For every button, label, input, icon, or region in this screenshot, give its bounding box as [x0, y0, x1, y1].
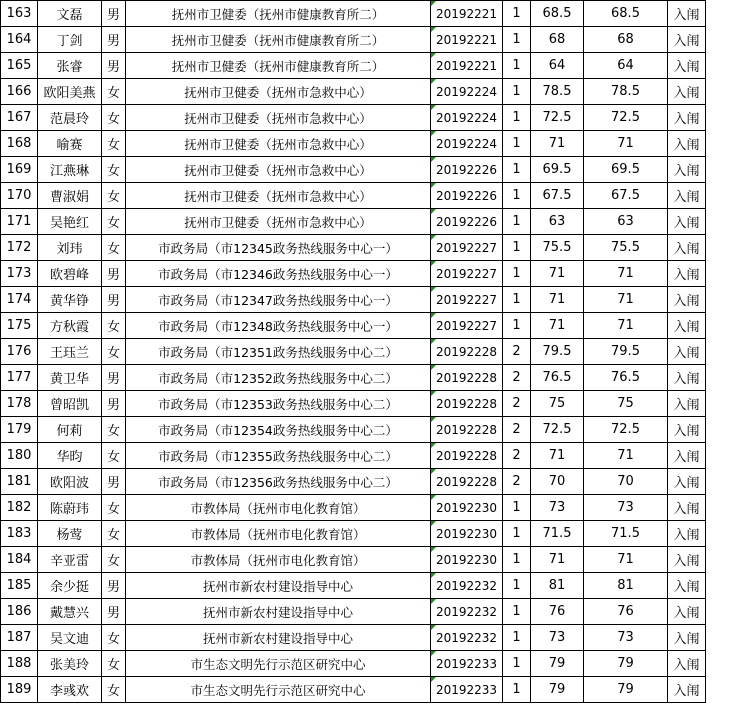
written-score-cell[interactable]: 79: [531, 677, 584, 703]
row-number-cell[interactable]: 180: [1, 443, 38, 469]
total-score-cell[interactable]: 79: [584, 677, 668, 703]
total-score-cell[interactable]: 69.5: [584, 157, 668, 183]
quota-cell[interactable]: 1: [503, 157, 531, 183]
position-code-cell[interactable]: 20192228: [431, 391, 503, 417]
position-code-cell[interactable]: 20192230: [431, 547, 503, 573]
table-row: [1, 261, 706, 287]
gender-cell[interactable]: 女: [102, 417, 126, 443]
total-score-cell[interactable]: 71.5: [584, 521, 668, 547]
quota-cell[interactable]: 1: [503, 261, 531, 287]
status-cell[interactable]: 入闱: [668, 53, 706, 79]
unit-cell[interactable]: 抚州市新农村建设指导中心: [126, 573, 431, 599]
position-code-cell[interactable]: 20192226: [431, 183, 503, 209]
table-row: [1, 105, 706, 131]
quota-cell[interactable]: 1: [503, 183, 531, 209]
unit-cell[interactable]: 抚州市卫健委（抚州市急救中心）: [126, 157, 431, 183]
status-cell[interactable]: 入闱: [668, 209, 706, 235]
position-code-cell[interactable]: 20192228: [431, 365, 503, 391]
position-code-cell[interactable]: 20192232: [431, 599, 503, 625]
name-cell[interactable]: 吴艳红: [38, 209, 102, 235]
position-code-cell[interactable]: 20192227: [431, 287, 503, 313]
status-cell[interactable]: 入闱: [668, 651, 706, 677]
gender-cell[interactable]: 男: [102, 1, 126, 27]
unit-cell[interactable]: 抚州市卫健委（抚州市急救中心）: [126, 183, 431, 209]
gender-cell[interactable]: 男: [102, 573, 126, 599]
total-score-cell[interactable]: 79.5: [584, 339, 668, 365]
row-number-cell[interactable]: 173: [1, 261, 38, 287]
position-code-cell[interactable]: 20192228: [431, 339, 503, 365]
row-number-cell[interactable]: 184: [1, 547, 38, 573]
written-score-cell[interactable]: 76: [531, 599, 584, 625]
unit-cell[interactable]: 市教体局（抚州市电化教育馆）: [126, 547, 431, 573]
name-cell[interactable]: 黄华铮: [38, 287, 102, 313]
status-cell[interactable]: 入闱: [668, 261, 706, 287]
unit-cell[interactable]: 抚州市卫健委（抚州市急救中心）: [126, 79, 431, 105]
unit-cell[interactable]: 市政务局（市12348政务热线服务中心一）: [126, 313, 431, 339]
quota-cell[interactable]: 1: [503, 677, 531, 703]
row-number-cell[interactable]: 174: [1, 287, 38, 313]
row-number-cell[interactable]: 169: [1, 157, 38, 183]
position-code-cell[interactable]: 20192224: [431, 131, 503, 157]
name-cell[interactable]: 杨莺: [38, 521, 102, 547]
table-row: [1, 677, 706, 703]
unit-cell[interactable]: 市政务局（市12345政务热线服务中心一）: [126, 235, 431, 261]
written-score-cell[interactable]: 72.5: [531, 417, 584, 443]
status-cell[interactable]: 入闱: [668, 1, 706, 27]
gender-cell[interactable]: 女: [102, 235, 126, 261]
row-number-cell[interactable]: 168: [1, 131, 38, 157]
written-score-cell[interactable]: 73: [531, 495, 584, 521]
gender-cell[interactable]: 女: [102, 105, 126, 131]
position-code-cell[interactable]: 20192221: [431, 1, 503, 27]
gender-cell[interactable]: 女: [102, 209, 126, 235]
status-cell[interactable]: 入闱: [668, 157, 706, 183]
name-cell[interactable]: 张美玲: [38, 651, 102, 677]
status-cell[interactable]: 入闱: [668, 443, 706, 469]
name-cell[interactable]: 刘玮: [38, 235, 102, 261]
unit-cell[interactable]: 市教体局（抚州市电化教育馆）: [126, 521, 431, 547]
unit-cell[interactable]: 市政务局（市12352政务热线服务中心二）: [126, 365, 431, 391]
written-score-cell[interactable]: 71: [531, 313, 584, 339]
unit-cell[interactable]: 抚州市卫健委（抚州市急救中心）: [126, 209, 431, 235]
unit-cell[interactable]: 市政务局（市12354政务热线服务中心二）: [126, 417, 431, 443]
unit-cell[interactable]: 市生态文明先行示范区研究中心: [126, 677, 431, 703]
table-row: [1, 521, 706, 547]
unit-cell[interactable]: 市政务局（市12353政务热线服务中心二）: [126, 391, 431, 417]
written-score-cell[interactable]: 76.5: [531, 365, 584, 391]
table-row: [1, 599, 706, 625]
unit-cell[interactable]: 抚州市卫健委（抚州市健康教育所二）: [126, 1, 431, 27]
row-number-cell[interactable]: 166: [1, 79, 38, 105]
name-cell[interactable]: 黄卫华: [38, 365, 102, 391]
gender-cell[interactable]: 男: [102, 261, 126, 287]
quota-cell[interactable]: 1: [503, 131, 531, 157]
row-number-cell[interactable]: 167: [1, 105, 38, 131]
gender-cell[interactable]: 女: [102, 313, 126, 339]
position-code-cell[interactable]: 20192233: [431, 651, 503, 677]
quota-cell[interactable]: 1: [503, 27, 531, 53]
name-cell[interactable]: 戴慧兴: [38, 599, 102, 625]
name-cell[interactable]: 范晨玲: [38, 105, 102, 131]
unit-cell[interactable]: 抚州市新农村建设指导中心: [126, 625, 431, 651]
written-score-cell[interactable]: 63: [531, 209, 584, 235]
total-score-cell[interactable]: 73: [584, 495, 668, 521]
row-number-cell[interactable]: 188: [1, 651, 38, 677]
row-number-cell[interactable]: 171: [1, 209, 38, 235]
status-cell[interactable]: 入闱: [668, 79, 706, 105]
status-cell[interactable]: 入闱: [668, 287, 706, 313]
gender-cell[interactable]: 女: [102, 157, 126, 183]
name-cell[interactable]: 丁剑: [38, 27, 102, 53]
table-row: [1, 79, 706, 105]
total-score-cell[interactable]: 71: [584, 131, 668, 157]
total-score-cell[interactable]: 71: [584, 287, 668, 313]
written-score-cell[interactable]: 67.5: [531, 183, 584, 209]
table-row: [1, 443, 706, 469]
row-number-cell[interactable]: 183: [1, 521, 38, 547]
unit-cell[interactable]: 市政务局（市12356政务热线服务中心二）: [126, 469, 431, 495]
written-score-cell[interactable]: 71: [531, 547, 584, 573]
written-score-cell[interactable]: 69.5: [531, 157, 584, 183]
name-cell[interactable]: 曾昭凯: [38, 391, 102, 417]
table-row: [1, 339, 706, 365]
quota-cell[interactable]: 2: [503, 417, 531, 443]
position-code-cell[interactable]: 20192226: [431, 209, 503, 235]
total-score-cell[interactable]: 71: [584, 547, 668, 573]
row-number-cell[interactable]: 179: [1, 417, 38, 443]
status-cell[interactable]: 入闱: [668, 521, 706, 547]
quota-cell[interactable]: 1: [503, 105, 531, 131]
written-score-cell[interactable]: 79.5: [531, 339, 584, 365]
table-row: [1, 469, 706, 495]
table-row: [1, 547, 706, 573]
status-cell[interactable]: 入闱: [668, 417, 706, 443]
position-code-cell[interactable]: 20192227: [431, 235, 503, 261]
unit-cell[interactable]: 市生态文明先行示范区研究中心: [126, 651, 431, 677]
quota-cell[interactable]: 1: [503, 313, 531, 339]
position-code-cell[interactable]: 20192221: [431, 53, 503, 79]
unit-cell[interactable]: 抚州市新农村建设指导中心: [126, 599, 431, 625]
name-cell[interactable]: 吴文迪: [38, 625, 102, 651]
table-row: [1, 391, 706, 417]
row-number-cell[interactable]: 172: [1, 235, 38, 261]
name-cell[interactable]: 欧碧峰: [38, 261, 102, 287]
total-score-cell[interactable]: 64: [584, 53, 668, 79]
position-code-cell[interactable]: 20192226: [431, 157, 503, 183]
gender-cell[interactable]: 女: [102, 79, 126, 105]
name-cell[interactable]: 王珏兰: [38, 339, 102, 365]
gender-cell[interactable]: 女: [102, 183, 126, 209]
status-cell[interactable]: 入闱: [668, 573, 706, 599]
table-row: [1, 625, 706, 651]
unit-cell[interactable]: 抚州市卫健委（抚州市健康教育所二）: [126, 27, 431, 53]
total-score-cell[interactable]: 73: [584, 625, 668, 651]
total-score-cell[interactable]: 68.5: [584, 1, 668, 27]
position-code-cell[interactable]: 20192230: [431, 521, 503, 547]
total-score-cell[interactable]: 75.5: [584, 235, 668, 261]
row-number-cell[interactable]: 170: [1, 183, 38, 209]
written-score-cell[interactable]: 71: [531, 443, 584, 469]
unit-cell[interactable]: 市政务局（市12355政务热线服务中心二）: [126, 443, 431, 469]
status-cell[interactable]: 入闱: [668, 547, 706, 573]
status-cell[interactable]: 入闱: [668, 339, 706, 365]
status-cell[interactable]: 入闱: [668, 625, 706, 651]
quota-cell[interactable]: 1: [503, 79, 531, 105]
quota-cell[interactable]: 1: [503, 287, 531, 313]
quota-cell[interactable]: 1: [503, 521, 531, 547]
gender-cell[interactable]: 女: [102, 521, 126, 547]
name-cell[interactable]: 方秋霞: [38, 313, 102, 339]
written-score-cell[interactable]: 70: [531, 469, 584, 495]
quota-cell[interactable]: 1: [503, 53, 531, 79]
row-number-cell[interactable]: 177: [1, 365, 38, 391]
gender-cell[interactable]: 女: [102, 547, 126, 573]
unit-cell[interactable]: 市教体局（抚州市电化教育馆）: [126, 495, 431, 521]
written-score-cell[interactable]: 64: [531, 53, 584, 79]
unit-cell[interactable]: 市政务局（市12346政务热线服务中心一）: [126, 261, 431, 287]
unit-cell[interactable]: 市政务局（市12347政务热线服务中心一）: [126, 287, 431, 313]
gender-cell[interactable]: 男: [102, 365, 126, 391]
gender-cell[interactable]: 女: [102, 677, 126, 703]
row-number-cell[interactable]: 181: [1, 469, 38, 495]
table-row: [1, 1, 706, 27]
position-code-cell[interactable]: 20192227: [431, 313, 503, 339]
position-code-cell[interactable]: 20192230: [431, 495, 503, 521]
written-score-cell[interactable]: 71: [531, 287, 584, 313]
name-cell[interactable]: 文磊: [38, 1, 102, 27]
name-cell[interactable]: 华昀: [38, 443, 102, 469]
position-code-cell[interactable]: 20192224: [431, 79, 503, 105]
row-number-cell[interactable]: 175: [1, 313, 38, 339]
gender-cell[interactable]: 男: [102, 27, 126, 53]
row-number-cell[interactable]: 187: [1, 625, 38, 651]
table-row: [1, 287, 706, 313]
written-score-cell[interactable]: 68.5: [531, 1, 584, 27]
total-score-cell[interactable]: 67.5: [584, 183, 668, 209]
table-row: [1, 209, 706, 235]
quota-cell[interactable]: 1: [503, 495, 531, 521]
gender-cell[interactable]: 女: [102, 443, 126, 469]
name-cell[interactable]: 欧阳波: [38, 469, 102, 495]
written-score-cell[interactable]: 71.5: [531, 521, 584, 547]
unit-cell[interactable]: 抚州市卫健委（抚州市健康教育所二）: [126, 53, 431, 79]
status-cell[interactable]: 入闱: [668, 391, 706, 417]
position-code-cell[interactable]: 20192232: [431, 625, 503, 651]
row-number-cell[interactable]: 182: [1, 495, 38, 521]
total-score-cell[interactable]: 71: [584, 261, 668, 287]
table-row: [1, 235, 706, 261]
row-number-cell[interactable]: 178: [1, 391, 38, 417]
quota-cell[interactable]: 1: [503, 573, 531, 599]
written-score-cell[interactable]: 68: [531, 27, 584, 53]
status-cell[interactable]: 入闱: [668, 235, 706, 261]
written-score-cell[interactable]: 75: [531, 391, 584, 417]
written-score-cell[interactable]: 81: [531, 573, 584, 599]
row-number-cell[interactable]: 189: [1, 677, 38, 703]
status-cell[interactable]: 入闱: [668, 27, 706, 53]
quota-cell[interactable]: 2: [503, 365, 531, 391]
written-score-cell[interactable]: 73: [531, 625, 584, 651]
unit-cell[interactable]: 抚州市卫健委（抚州市急救中心）: [126, 131, 431, 157]
gender-cell[interactable]: 男: [102, 599, 126, 625]
position-code-cell[interactable]: 20192228: [431, 443, 503, 469]
name-cell[interactable]: 江燕琳: [38, 157, 102, 183]
position-code-cell[interactable]: 20192227: [431, 261, 503, 287]
row-number-cell[interactable]: 165: [1, 53, 38, 79]
row-number-cell[interactable]: 185: [1, 573, 38, 599]
written-score-cell[interactable]: 78.5: [531, 79, 584, 105]
row-number-cell[interactable]: 176: [1, 339, 38, 365]
name-cell[interactable]: 陈蔚玮: [38, 495, 102, 521]
status-cell[interactable]: 入闱: [668, 183, 706, 209]
row-number-cell[interactable]: 164: [1, 27, 38, 53]
name-cell[interactable]: 曹淑娟: [38, 183, 102, 209]
name-cell[interactable]: 李彧欢: [38, 677, 102, 703]
quota-cell[interactable]: 2: [503, 443, 531, 469]
name-cell[interactable]: 张睿: [38, 53, 102, 79]
status-cell[interactable]: 入闱: [668, 365, 706, 391]
status-cell[interactable]: 入闱: [668, 313, 706, 339]
table-row: [1, 651, 706, 677]
name-cell[interactable]: 欧阳美燕: [38, 79, 102, 105]
written-score-cell[interactable]: 79: [531, 651, 584, 677]
name-cell[interactable]: 喻赛: [38, 131, 102, 157]
unit-cell[interactable]: 市政务局（市12351政务热线服务中心二）: [126, 339, 431, 365]
gender-cell[interactable]: 女: [102, 131, 126, 157]
status-cell[interactable]: 入闱: [668, 469, 706, 495]
row-number-cell[interactable]: 186: [1, 599, 38, 625]
table-row: [1, 495, 706, 521]
quota-cell[interactable]: 1: [503, 599, 531, 625]
quota-cell[interactable]: 1: [503, 235, 531, 261]
quota-cell[interactable]: 1: [503, 547, 531, 573]
total-score-cell[interactable]: 70: [584, 469, 668, 495]
written-score-cell[interactable]: 72.5: [531, 105, 584, 131]
row-number-cell[interactable]: 163: [1, 1, 38, 27]
table-row: [1, 183, 706, 209]
quota-cell[interactable]: 2: [503, 391, 531, 417]
position-code-cell[interactable]: 20192228: [431, 469, 503, 495]
written-score-cell[interactable]: 71: [531, 261, 584, 287]
name-cell[interactable]: 辛亚雷: [38, 547, 102, 573]
table-row: [1, 27, 706, 53]
gender-cell[interactable]: 男: [102, 53, 126, 79]
total-score-cell[interactable]: 63: [584, 209, 668, 235]
position-code-cell[interactable]: 20192232: [431, 573, 503, 599]
name-cell[interactable]: 何莉: [38, 417, 102, 443]
quota-cell[interactable]: 1: [503, 1, 531, 27]
position-code-cell[interactable]: 20192221: [431, 27, 503, 53]
total-score-cell[interactable]: 78.5: [584, 79, 668, 105]
total-score-cell[interactable]: 76: [584, 599, 668, 625]
name-cell[interactable]: 余少挺: [38, 573, 102, 599]
table-row: [1, 131, 706, 157]
status-cell[interactable]: 入闱: [668, 677, 706, 703]
gender-cell[interactable]: 女: [102, 625, 126, 651]
gender-cell[interactable]: 男: [102, 287, 126, 313]
gender-cell[interactable]: 女: [102, 651, 126, 677]
quota-cell[interactable]: 1: [503, 651, 531, 677]
status-cell[interactable]: 入闱: [668, 105, 706, 131]
total-score-cell[interactable]: 76.5: [584, 365, 668, 391]
position-code-cell[interactable]: 20192228: [431, 417, 503, 443]
table-row: [1, 53, 706, 79]
quota-cell[interactable]: 1: [503, 625, 531, 651]
gender-cell[interactable]: 男: [102, 391, 126, 417]
quota-cell[interactable]: 1: [503, 209, 531, 235]
unit-cell[interactable]: 抚州市卫健委（抚州市急救中心）: [126, 105, 431, 131]
total-score-cell[interactable]: 71: [584, 313, 668, 339]
written-score-cell[interactable]: 71: [531, 131, 584, 157]
table-row: [1, 313, 706, 339]
total-score-cell[interactable]: 75: [584, 391, 668, 417]
quota-cell[interactable]: 2: [503, 339, 531, 365]
gender-cell[interactable]: 男: [102, 469, 126, 495]
total-score-cell[interactable]: 72.5: [584, 105, 668, 131]
written-score-cell[interactable]: 75.5: [531, 235, 584, 261]
total-score-cell[interactable]: 81: [584, 573, 668, 599]
total-score-cell[interactable]: 68: [584, 27, 668, 53]
total-score-cell[interactable]: 79: [584, 651, 668, 677]
status-cell[interactable]: 入闱: [668, 599, 706, 625]
table-row: [1, 365, 706, 391]
gender-cell[interactable]: 女: [102, 495, 126, 521]
status-cell[interactable]: 入闱: [668, 131, 706, 157]
total-score-cell[interactable]: 71: [584, 443, 668, 469]
position-code-cell[interactable]: 20192224: [431, 105, 503, 131]
status-cell[interactable]: 入闱: [668, 495, 706, 521]
quota-cell[interactable]: 2: [503, 469, 531, 495]
total-score-cell[interactable]: 72.5: [584, 417, 668, 443]
table-row: [1, 573, 706, 599]
table-row: [1, 157, 706, 183]
gender-cell[interactable]: 女: [102, 339, 126, 365]
position-code-cell[interactable]: 20192233: [431, 677, 503, 703]
table-row: [1, 417, 706, 443]
